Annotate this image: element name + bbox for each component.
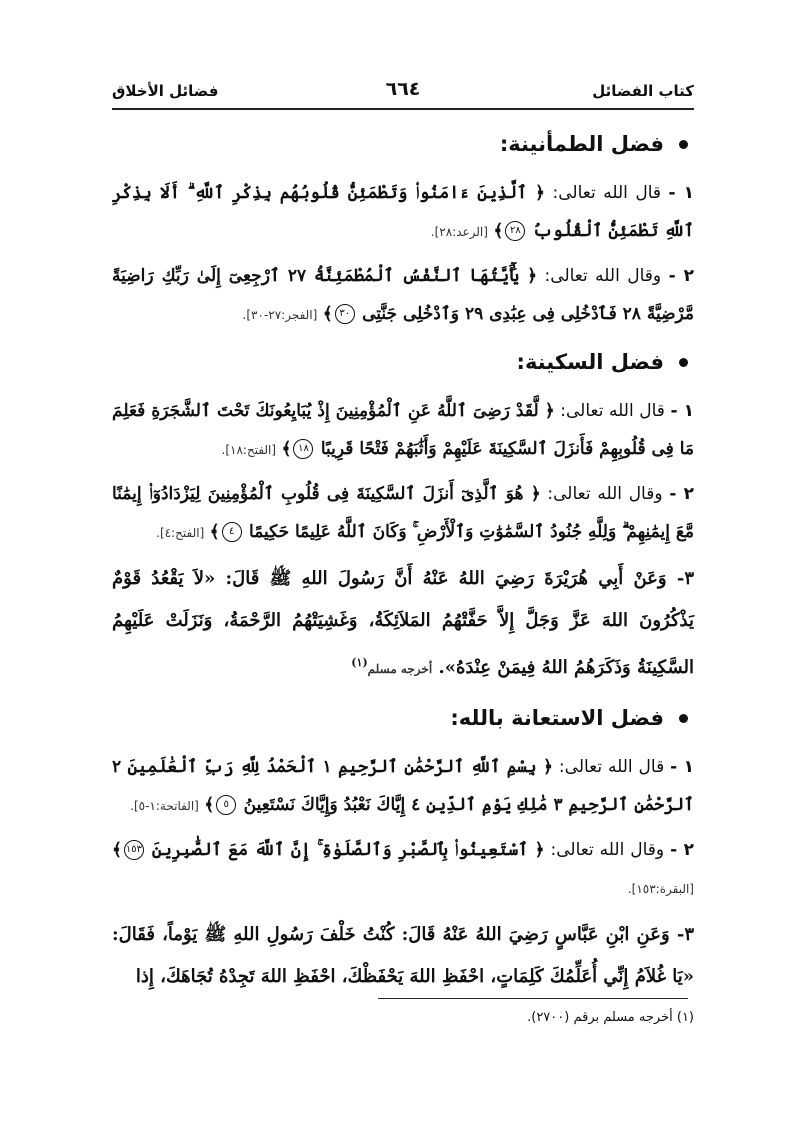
closing-bracket: ﴾ xyxy=(112,840,122,860)
citation: [الفتح:١٨]. xyxy=(221,443,277,457)
verse-item xyxy=(112,174,694,251)
item-number: ٢ - xyxy=(669,484,695,504)
footnote-divider xyxy=(378,998,688,999)
item-number: ١ - xyxy=(668,183,695,203)
quran-verse: ﴿ بِسْمِ ٱللَّهِ ٱلرَّحْمَٰنِ ٱلرَّحِيمِ ١ ٱلْحَمْدُ لِلَّهِ رَبِّ ٱلْعَٰلَمِينَ ٢ ٱلرَّحْمَٰنِ ٱلرَّحِيمِ ٣ مَٰلِكِ يَوْمِ ٱلدِّينِ ٤ إِيَّاكَ نَعْبُدُ وَإِيَّاكَ نَسْتَعِينُ xyxy=(112,757,694,815)
ayah-end-mark: ٣٠ xyxy=(335,304,355,324)
verse-item xyxy=(112,257,694,334)
hadith-text: وَعَنْ أَبِي هُرَيْرَةَ رَضِيَ اللهُ عَنْهُ أَنَّ رَسُولَ اللهِ ﷺ قَالَ: «لاَ يَقْعُدُ قَوْمٌ يَذْكُرُونَ اللهَ عَزَّ وَجَلَّ إِلاَّ حَفَّتْهُمُ المَلاَئِكَةُ، وَغَشِيَتْهُمُ الرَّحْمَةُ، وَنَزَلَتْ عَلَيْهِمُ السَّكِينَةُ وَذَكَرَهُمُ اللهُ فِيمَنْ عِنْدَهُ». xyxy=(112,568,694,678)
page-body xyxy=(112,126,694,1008)
ayah-end-mark: ١٥٣ xyxy=(124,840,144,860)
bullet-icon xyxy=(679,714,688,723)
ayah-end-mark: ٤ xyxy=(222,522,242,542)
verse-item xyxy=(112,475,694,552)
item-number: ٢ - xyxy=(670,840,694,860)
closing-bracket: ﴾ xyxy=(281,439,292,459)
hadith-item xyxy=(112,914,694,998)
section-tumaninah xyxy=(112,126,694,334)
ayah-end-mark: ٢٨ xyxy=(505,221,525,241)
quran-verse: ﴿ هُوَ ٱلَّذِىٓ أَنزَلَ ٱلسَّكِينَةَ فِى قُلُوبِ ٱلْمُؤْمِنِينَ لِيَزْدَادُوٓا۟ إِيمَٰنًا مَّعَ إِيمَٰنِهِمْ ۗ وَلِلَّهِ جُنُودُ ٱلسَّمَٰوَٰتِ وَٱلْأَرْضِ ۚ وَكَانَ ٱللَّهُ عَلِيمًا حَكِيمًا xyxy=(112,484,694,542)
item-lead: قال الله تعالى: xyxy=(558,757,665,777)
quran-verse: ﴿ يَٰٓأَيَّتُهَا ٱلنَّفْسُ ٱلْمُطْمَئِنَّةُ ٢٧ ٱرْجِعِىٓ إِلَىٰ رَبِّكِ رَاضِيَةً مَّرْضِيَّةً ٢٨ فَٱدْخُلِى فِى عِبَٰدِى ٢٩ وَٱدْخُلِى جَنَّتِى xyxy=(112,266,694,324)
quran-verse: ﴿ ٱلَّذِينَ ءَامَنُوا۟ وَتَطْمَئِنُّ قُلُوبُهُم بِذِكْرِ ٱللَّهِ ۗ أَلَا بِذِكْرِ ٱللَّهِ تَطْمَئِنُّ ٱلْقُلُوبُ xyxy=(112,183,694,241)
citation: [الفاتحة:١-٥]. xyxy=(130,799,199,813)
page-number: ٦٦٤ xyxy=(385,78,421,100)
item-lead: وقال الله تعالى: xyxy=(550,840,665,860)
verse-item xyxy=(112,392,694,469)
closing-bracket: ﴾ xyxy=(209,522,220,542)
citation: [الرعد:٢٨]. xyxy=(430,225,488,239)
citation: [الفجر:٢٧-٣٠]. xyxy=(242,308,318,322)
hadith-item xyxy=(112,558,694,690)
section-heading: فضل الاستعانة بالله: xyxy=(112,700,694,736)
item-number: ٢ - xyxy=(668,266,694,286)
closing-bracket: ﴾ xyxy=(493,221,504,241)
hadith-source: أخرجه مسلم xyxy=(367,662,433,676)
citation: [البقرة:١٥٣]. xyxy=(627,882,694,896)
item-lead: قال الله تعالى: xyxy=(560,401,665,421)
item-number: ٣- xyxy=(676,568,694,589)
chapter-title: فضائل الأخلاق xyxy=(112,82,219,100)
ayah-end-mark: ٥ xyxy=(216,795,236,815)
item-number: ٣- xyxy=(676,924,694,945)
section-heading: فضل السكينة: xyxy=(112,344,694,380)
bullet-icon xyxy=(679,358,688,367)
item-lead: وقال الله تعالى: xyxy=(547,484,663,504)
closing-bracket: ﴾ xyxy=(322,304,333,324)
item-lead: قال الله تعالى: xyxy=(552,183,662,203)
footnote-ref: (١) xyxy=(351,656,368,669)
quran-verse: ﴿ لَّقَدْ رَضِىَ ٱللَّهُ عَنِ ٱلْمُؤْمِنِينَ إِذْ يُبَايِعُونَكَ تَحْتَ ٱلشَّجَرَةِ فَعَلِمَ مَا فِى قُلُوبِهِمْ فَأَنزَلَ ٱلسَّكِينَةَ عَلَيْهِمْ وَأَثَٰبَهُمْ فَتْحًا قَرِيبًا xyxy=(112,401,694,459)
item-number: ١ - xyxy=(670,401,695,421)
footnote: (١) أخرجه مسلم برقم (٢٧٠٠). xyxy=(527,1010,694,1025)
ayah-end-mark: ١٨ xyxy=(293,439,313,459)
book-title: كتاب الفضائل xyxy=(592,82,694,100)
section-sakinah xyxy=(112,344,694,690)
section-istiaanah xyxy=(112,700,694,998)
section-heading: فضل الطمأنينة: xyxy=(112,126,694,162)
quran-verse: ﴿ ٱسْتَعِينُوا۟ بِٱلصَّبْرِ وَٱلصَّلَوٰةِ ۚ إِنَّ ٱللَّهَ مَعَ ٱلصَّٰبِرِينَ xyxy=(151,840,545,860)
bullet-icon xyxy=(679,140,688,149)
verse-item xyxy=(112,748,694,825)
hadith-text: وَعَنِ ابْنِ عَبَّاسٍ رَضِيَ اللهُ عَنْهُ قَالَ: كُنْتُ خَلْفَ رَسُولِ اللهِ ﷺ يَوْماً، فَقَالَ: «يَا غُلاَمُ إِنِّي أُعَلِّمُكَ كَلِمَاتٍ، احْفَظِ اللهَ يَحْفَظْكَ، احْفَظِ اللهَ تَجِدْهُ تُجَاهَكَ، إِذا xyxy=(112,924,694,987)
citation: [الفتح:٤]. xyxy=(156,526,205,540)
page-header xyxy=(112,78,694,110)
closing-bracket: ﴾ xyxy=(204,795,215,815)
item-lead: وقال الله تعالى: xyxy=(544,266,662,286)
item-number: ١ - xyxy=(670,757,694,777)
verse-item xyxy=(112,831,694,908)
